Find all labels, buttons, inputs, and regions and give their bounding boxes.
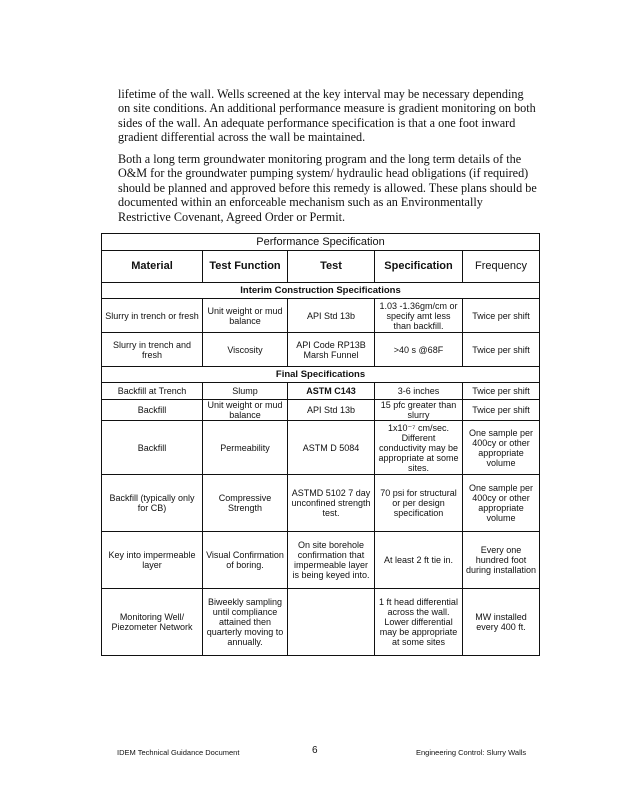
table-row xyxy=(102,299,540,333)
footer-right: Engineering Control: Slurry Walls xyxy=(416,748,527,757)
table-cell: Unit weight or mud balance xyxy=(203,400,288,421)
table-cell: Twice per shift xyxy=(463,299,540,333)
table-cell: One sample per 400cy or other appropriate volume xyxy=(463,421,540,475)
table-cell: Biweekly sampling until compliance attained then quarterly moving to annually. xyxy=(203,589,288,656)
table-cell: Viscosity xyxy=(203,333,288,367)
table-cell: At least 2 ft tie in. xyxy=(375,532,463,589)
table-row xyxy=(102,589,540,656)
page-number: 6 xyxy=(312,745,318,756)
performance-spec-table xyxy=(101,233,540,656)
table-cell: One sample per 400cy or other appropriate volume xyxy=(463,475,540,532)
table-cell: Slump xyxy=(203,383,288,400)
table-cell: API Std 13b xyxy=(288,299,375,333)
table-cell xyxy=(288,589,375,656)
table-row xyxy=(102,421,540,475)
table-cell: Twice per shift xyxy=(463,333,540,367)
section-header: Interim Construction Specifications xyxy=(102,283,540,299)
table-cell: Permeability xyxy=(203,421,288,475)
table-cell: Backfill (typically only for CB) xyxy=(102,475,203,532)
table-cell: Backfill at Trench xyxy=(102,383,203,400)
table-cell: Unit weight or mud balance xyxy=(203,299,288,333)
col-header: Test Function xyxy=(203,251,288,283)
table-cell: 1 ft head differential across the wall. Lower differential may be appropriate at some sites xyxy=(375,589,463,656)
table-row xyxy=(102,532,540,589)
table-cell: Slurry in trench or fresh xyxy=(102,299,203,333)
table-cell: Monitoring Well/ Piezometer Network xyxy=(102,589,203,656)
table-cell: Key into impermeable layer xyxy=(102,532,203,589)
table-row xyxy=(102,475,540,532)
table-cell: 1x10⁻⁷ cm/sec. Different conductivity may be appropriate at some sites. xyxy=(375,421,463,475)
table-cell: 70 psi for structural or per design specification xyxy=(375,475,463,532)
table-cell: Twice per shift xyxy=(463,400,540,421)
paragraph: lifetime of the wall. Wells screened at the key interval may be necessary depending on site conditions. An additional performance measure is gradient monitoring on both sides of the wall. An adequate performance specification is that a one foot inward gradient differential across the wall be maintained. xyxy=(118,87,536,145)
table-row xyxy=(102,400,540,421)
footer-left: IDEM Technical Guidance Document xyxy=(117,748,240,757)
col-header: Material xyxy=(102,251,203,283)
table-cell: Twice per shift xyxy=(463,383,540,400)
table-row xyxy=(102,333,540,367)
col-header: Frequency xyxy=(463,251,540,283)
table-cell: ASTMD 5102 7 day unconfined strength test. xyxy=(288,475,375,532)
table-cell: Every one hundred foot during installation xyxy=(463,532,540,589)
table-cell: 1.03 -1.36gm/cm or specify amt less than backfill. xyxy=(375,299,463,333)
table-cell: >40 s @68F xyxy=(375,333,463,367)
table-cell: MW installed every 400 ft. xyxy=(463,589,540,656)
table-cell: Backfill xyxy=(102,421,203,475)
table-cell: On site borehole confirmation that impermeable layer is being keyed into. xyxy=(288,532,375,589)
table-cell: API Std 13b xyxy=(288,400,375,421)
table-title: Performance Specification xyxy=(102,234,540,251)
table-cell: Backfill xyxy=(102,400,203,421)
col-header: Test xyxy=(288,251,375,283)
table-cell: ASTM D 5084 xyxy=(288,421,375,475)
table-cell: Slurry in trench and fresh xyxy=(102,333,203,367)
table-cell: Visual Confirmation of boring. xyxy=(203,532,288,589)
table-row xyxy=(102,383,540,400)
section-header: Final Specifications xyxy=(102,367,540,383)
table-cell: ASTM C143 xyxy=(288,383,375,400)
col-header: Specification xyxy=(375,251,463,283)
table-cell: Compressive Strength xyxy=(203,475,288,532)
table-cell: 3-6 inches xyxy=(375,383,463,400)
paragraph: Both a long term groundwater monitoring program and the long term details of the O&M for the groundwater pumping system/ hydraulic head obligations (if required) should be planned and approved before this remedy is allowed. These plans should be documented within an enforceable mechanism such as an Environmentally Restrictive Covenant, Agreed Order or Permit. xyxy=(118,152,537,224)
table-cell: 15 pfc greater than slurry xyxy=(375,400,463,421)
table-cell: API Code RP13B Marsh Funnel xyxy=(288,333,375,367)
